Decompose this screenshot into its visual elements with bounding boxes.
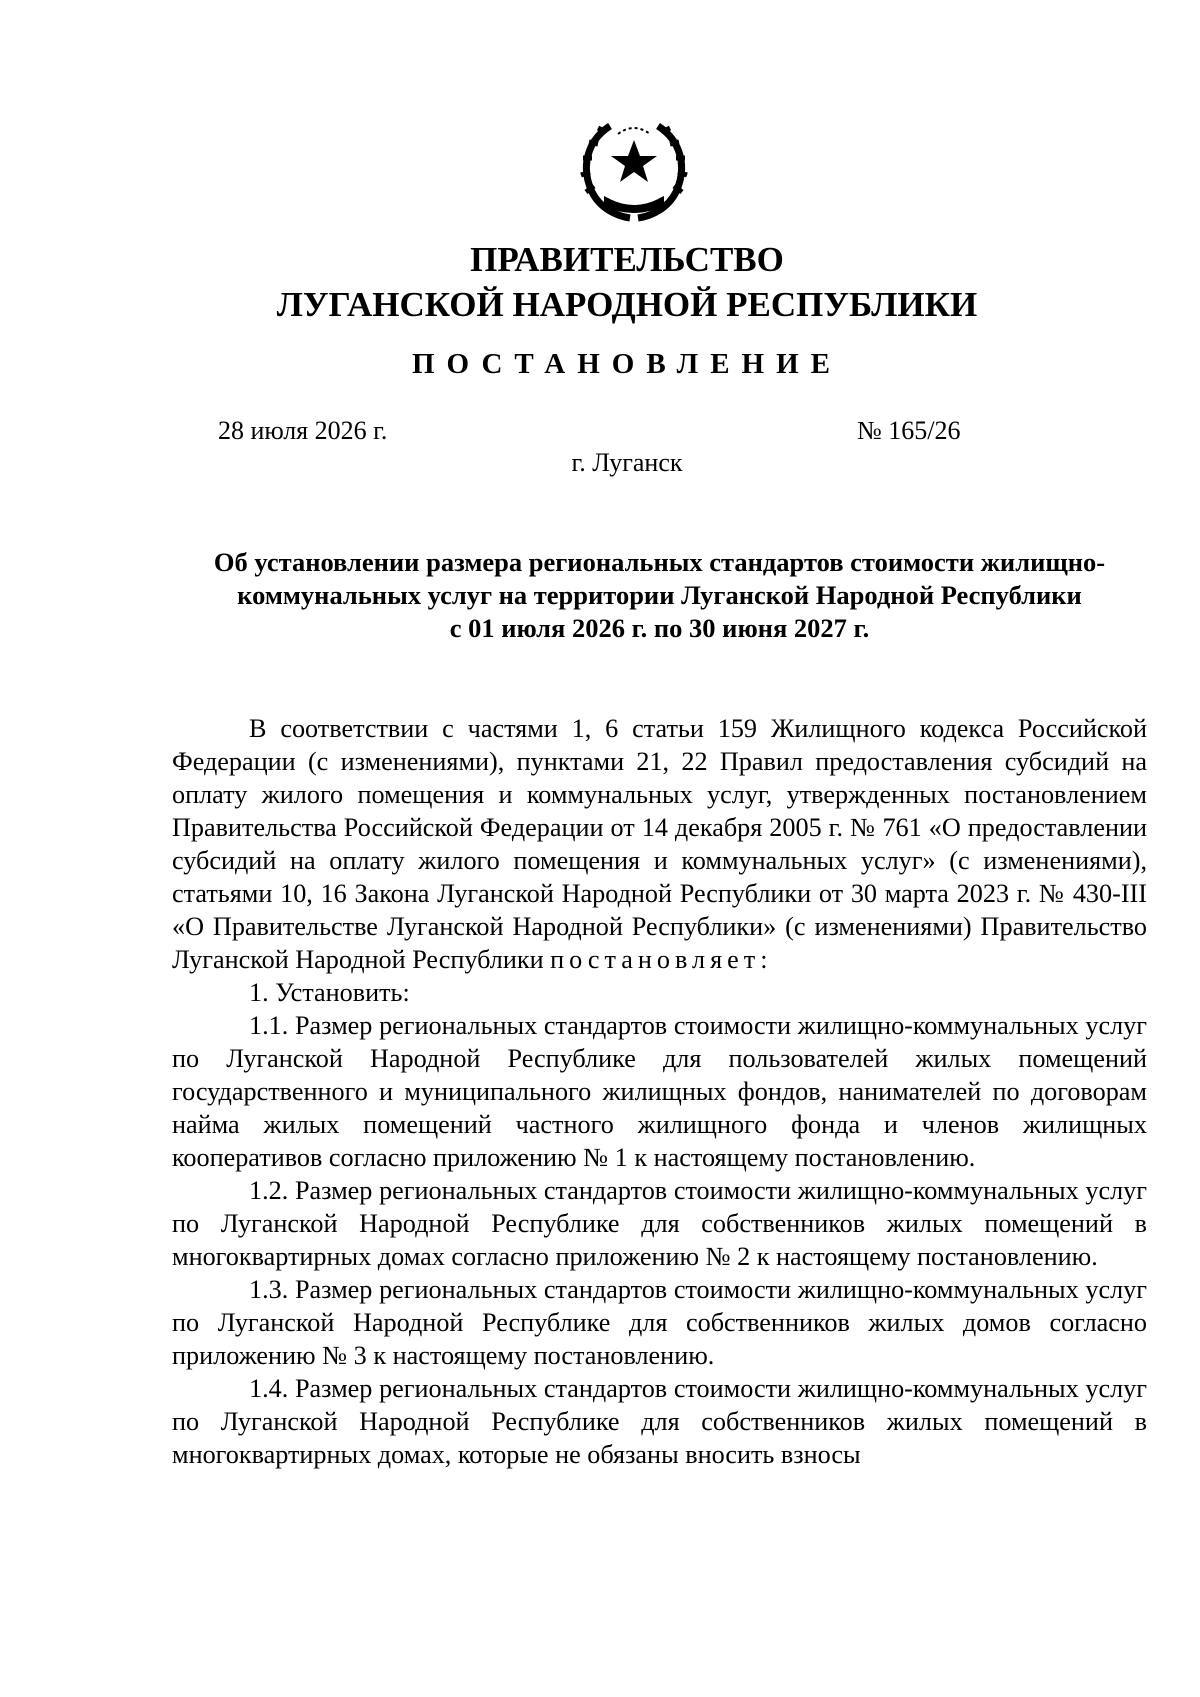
preamble-paragraph <box>172 712 1147 976</box>
title-line-3: с 01 июля 2026 г. по 30 июня 2027 г. <box>449 613 870 643</box>
document-title <box>172 546 1147 645</box>
document-body <box>172 712 1147 1471</box>
paragraph-1-4: 1.4. Размер региональных стандартов стоимости жилищно-коммунальных услуг по Луганской Народной Республике для собственников жилых помещений в многоквартирных домах, которые не обязаны вносить взносы <box>172 1374 1147 1469</box>
document-city: г. Луганск <box>571 448 683 477</box>
government-line-2: ЛУГАНСКОЙ НАРОДНОЙ РЕСПУБЛИКИ <box>276 285 978 324</box>
government-name <box>0 237 1200 327</box>
paragraph-1-2: 1.2. Размер региональных стандартов стоимости жилищно-коммунальных услуг по Луганской Народной Республике для собственников жилых помещений в многоквартирных домах согласно приложению № 2 к настоящему постановлению. <box>172 1176 1147 1271</box>
preamble-text: В соответствии с частями 1, 6 статьи 159 Жилищного кодекса Российской Федерации (с изменениями), пунктами 21, 22 Правил предоставления субсидий на оплату жилого помещения и коммунальных услуг, утвержденных постановлением Правительства Российской Федерации от 14 декабря 2005 г. № 761 «О предоставлении субсидий на оплату жилого помещения и коммунальных услуг» (с изменениями), статьями 10, 16 Закона Луганской Народной Республики от 30 марта 2023 г. № 430-III «О Правительстве Луганской Народной Республики» (с изменениями) Правительство Луганской Народной Республики <box>172 714 1147 974</box>
paragraph-1: 1. Установить: <box>249 978 410 1007</box>
paragraph-1-1: 1.1. Размер региональных стандартов стоимости жилищно-коммунальных услуг по Луганской Народной Республике для пользователей жилых помещений государственного и муниципального жилищных фондов, нанимателей по договорам найма жилых помещений частного жилищного фонда и членов жилищных кооперативов согласно приложению № 1 к настоящему постановлению. <box>172 1011 1147 1172</box>
paragraph-1-3: 1.3. Размер региональных стандартов стоимости жилищно-коммунальных услуг по Луганской Народной Республике для собственников жилых домов согласно приложению № 3 к настоящему постановлению. <box>172 1275 1147 1370</box>
title-line-2: коммунальных услуг на территории Луганской Народной Республики <box>237 580 1082 610</box>
coat-of-arms-emblem <box>570 118 698 222</box>
preamble-verb: постановляет: <box>550 945 773 974</box>
document-type-heading: ПОСТАНОВЛЕНИЕ <box>411 348 842 380</box>
government-line-1: ПРАВИТЕЛЬСТВО <box>470 240 784 279</box>
document-date: 28 июля 2026 г. <box>218 416 388 445</box>
document-number: № 165/26 <box>857 416 961 445</box>
title-line-1: Об установлении размера региональных стандартов стоимости жилищно- <box>213 547 1106 577</box>
